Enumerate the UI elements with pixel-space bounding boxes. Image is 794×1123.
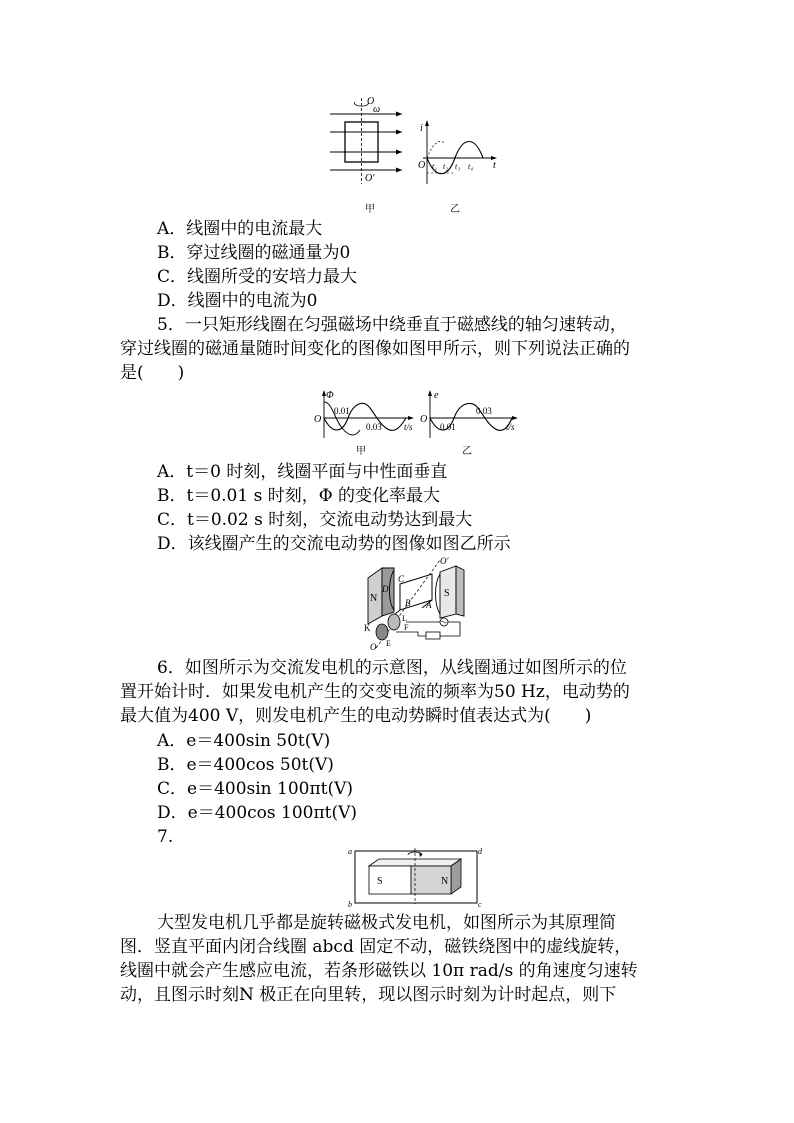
- q6-option-d: D．e＝400cos 100πt(V): [157, 803, 358, 823]
- q6-stem-1: 6．如图所示为交流发电机的示意图，从线圈通过如图所示的位: [157, 658, 627, 678]
- left-y-label: Φ: [326, 390, 334, 401]
- q5-stem-2: 穿过线圈的磁通量随时间变化的图像如图甲所示，则下列说法正确的: [120, 339, 630, 359]
- q4-option-d: D．线圈中的电流为0: [157, 291, 318, 311]
- left-tick-001: 0.01: [334, 406, 350, 416]
- graph-origin: O: [418, 160, 426, 171]
- q4-option-c: C．线圈所受的安培力最大: [157, 267, 358, 287]
- slip-ring-l: [388, 614, 400, 630]
- label-o: O: [370, 642, 377, 652]
- label-b: B: [405, 598, 411, 608]
- left-caption: 甲: [356, 446, 366, 457]
- label-o-top: O: [367, 96, 375, 107]
- q7-stem-3: 线圈中就会产生感应电流，若条形磁铁以 10π rad/s 的角速度匀速转: [120, 961, 638, 981]
- q7-stem-1: 大型发电机几乎都是旋转磁极式发电机，如图所示为其原理简: [157, 913, 616, 933]
- right-caption: 乙: [462, 446, 472, 457]
- label-d: D: [382, 584, 389, 594]
- label-omega: ω: [373, 104, 381, 115]
- label-o-prime: O′: [440, 556, 449, 566]
- q6-option-b: B．e＝400cos 50t(V): [157, 755, 334, 775]
- right-origin: O: [420, 414, 428, 425]
- magnet-s-half: [369, 866, 411, 894]
- figure-rotating-magnet: [345, 846, 485, 908]
- slip-ring-k: [376, 624, 388, 640]
- label-l: L: [402, 614, 407, 623]
- pole-n: N: [370, 593, 378, 604]
- label-f: F: [404, 623, 409, 632]
- q6-stem-3: 最大值为400 V，则发电机产生的电动势瞬时值表达式为( ): [120, 706, 592, 726]
- right-tick-001: 0.01: [440, 422, 456, 432]
- left-x-label: t/s: [404, 422, 413, 432]
- tick-t4: t₄: [468, 162, 474, 171]
- q4-option-a: A．线圈中的电流最大: [157, 219, 323, 239]
- tick-t1: t₁: [432, 162, 438, 171]
- label-c: C: [398, 574, 405, 584]
- q5-option-d: D．该线圈产生的交流电动势的图像如图乙所示: [157, 534, 511, 554]
- tick-t2: t₂: [443, 162, 449, 171]
- corner-d: d: [478, 847, 482, 856]
- q4-option-b: B．穿过线圈的磁通量为0: [157, 243, 351, 263]
- q7-stem-2: 图．竖直平面内闭合线圈 abcd 固定不动，磁铁绕图中的虚线旋转，: [120, 937, 632, 957]
- pole-s: S: [444, 588, 450, 599]
- left-tick-003: 0.03: [366, 422, 382, 432]
- tick-t3: t₃: [455, 162, 461, 171]
- q7-stem-4: 动，且图示时刻N 极正在向里转，现以图示时刻为计时起点，则下: [120, 985, 617, 1005]
- magnet-n-label: N: [441, 876, 449, 887]
- q5-option-c: C．t＝0.02 s 时刻，交流电动势达到最大: [157, 510, 473, 530]
- right-x-label: t/s: [506, 422, 515, 432]
- graph-y-label: i: [420, 123, 423, 134]
- q6-option-c: C．e＝400sin 100πt(V): [157, 779, 354, 799]
- caption-yi: 乙: [450, 204, 460, 215]
- label-a: A: [426, 600, 432, 610]
- q6-option-a: A．e＝400sin 50t(V): [157, 731, 331, 751]
- figure-coil-and-current-graph: [325, 92, 510, 216]
- right-y-label: e: [434, 390, 439, 401]
- q5-stem-1: 5．一只矩形线圈在匀强磁场中绕垂直于磁感线的轴匀速转动，: [157, 315, 627, 335]
- label-k: K: [364, 623, 371, 633]
- corner-b: b: [348, 900, 352, 908]
- corner-a: a: [348, 847, 352, 856]
- q5-option-b: B．t＝0.01 s 时刻，Φ 的变化率最大: [157, 486, 441, 506]
- caption-jia: 甲: [365, 204, 375, 215]
- graph-x-label: t: [493, 160, 496, 171]
- q7-number: 7.: [157, 827, 174, 847]
- corner-c: c: [478, 900, 482, 908]
- q6-stem-2: 置开始计时．如果发电机产生的交变电流的频率为50 Hz，电动势的: [120, 682, 630, 702]
- right-tick-003: 0.03: [476, 406, 492, 416]
- figure-flux-and-emf-graphs: [312, 388, 522, 460]
- label-o-bottom: O′: [365, 173, 375, 184]
- figure-ac-generator: [360, 556, 468, 652]
- left-origin: O: [314, 414, 322, 425]
- magnet-s-label: S: [377, 876, 383, 887]
- resistor: [426, 632, 440, 639]
- q5-stem-3: 是( ): [120, 363, 185, 383]
- q5-option-a: A．t＝0 时刻，线圈平面与中性面垂直: [157, 462, 448, 482]
- label-e: E: [386, 639, 391, 648]
